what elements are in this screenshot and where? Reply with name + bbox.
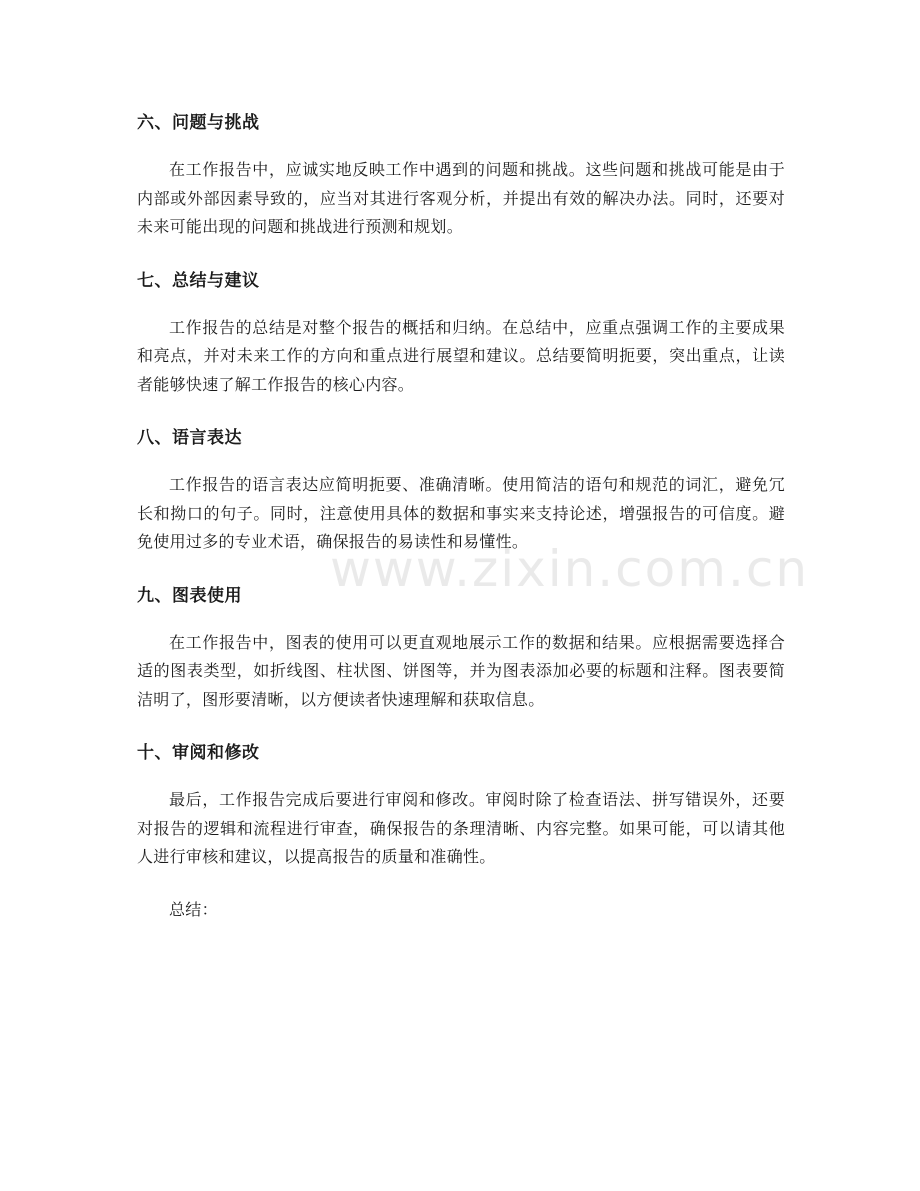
section-summary-suggestions [137,266,785,400]
section-heading: 六、问题与挑战 [137,113,260,133]
document-body [137,108,785,924]
section-language-expression [137,423,785,557]
section-review-revision [137,738,785,872]
section-paragraph: 最后，工作报告完成后要进行审阅和修改。审阅时除了检查语法、拼写错误外，还要对报告的逻辑和流程进行审查，确保报告的条理清晰、内容完整。如果可能，可以请其他人进行审核和建议，以提高报告的质量和准确性。 [137,790,785,866]
section-paragraph: 工作报告的总结是对整个报告的概括和归纳。在总结中，应重点强调工作的主要成果和亮点，并对未来工作的方向和重点进行展望和建议。总结要简明扼要，突出重点，让读者能够快速了解工作报告的核心内容。 [137,317,785,394]
section-heading: 九、图表使用 [137,585,242,606]
section-heading: 八、语言表达 [137,428,242,448]
closing-summary-label: 总结： [169,899,218,919]
section-heading: 七、总结与建议 [137,270,260,291]
section-paragraph: 工作报告的语言表达应简明扼要、准确清晰。使用简洁的语句和规范的词汇，避免冗长和拗口的句子。同时，注意使用具体的数据和事实来支持论述，增强报告的可信度。避免使用过多的专业术语，确保报告的易读性和易懂性。 [137,475,785,551]
section-chart-usage [137,581,785,715]
section-heading: 十、审阅和修改 [137,743,260,763]
section-problems-challenges [137,108,785,242]
section-paragraph: 在工作报告中，应诚实地反映工作中遇到的问题和挑战。这些问题和挑战可能是由于内部或外部因素导致的，应当对其进行客观分析，并提出有效的解决办法。同时，还要对未来可能出现的问题和挑战进行预测和规划。 [137,160,785,236]
watermark-text: www.zixin.com.cn [330,540,810,598]
section-paragraph: 在工作报告中，图表的使用可以更直观地展示工作的数据和结果。应根据需要选择合适的图表类型，如折线图、柱状图、饼图等，并为图表添加必要的标题和注释。图表要简洁明了，图形要清晰，以方便读者快速理解和获取信息。 [137,632,785,709]
